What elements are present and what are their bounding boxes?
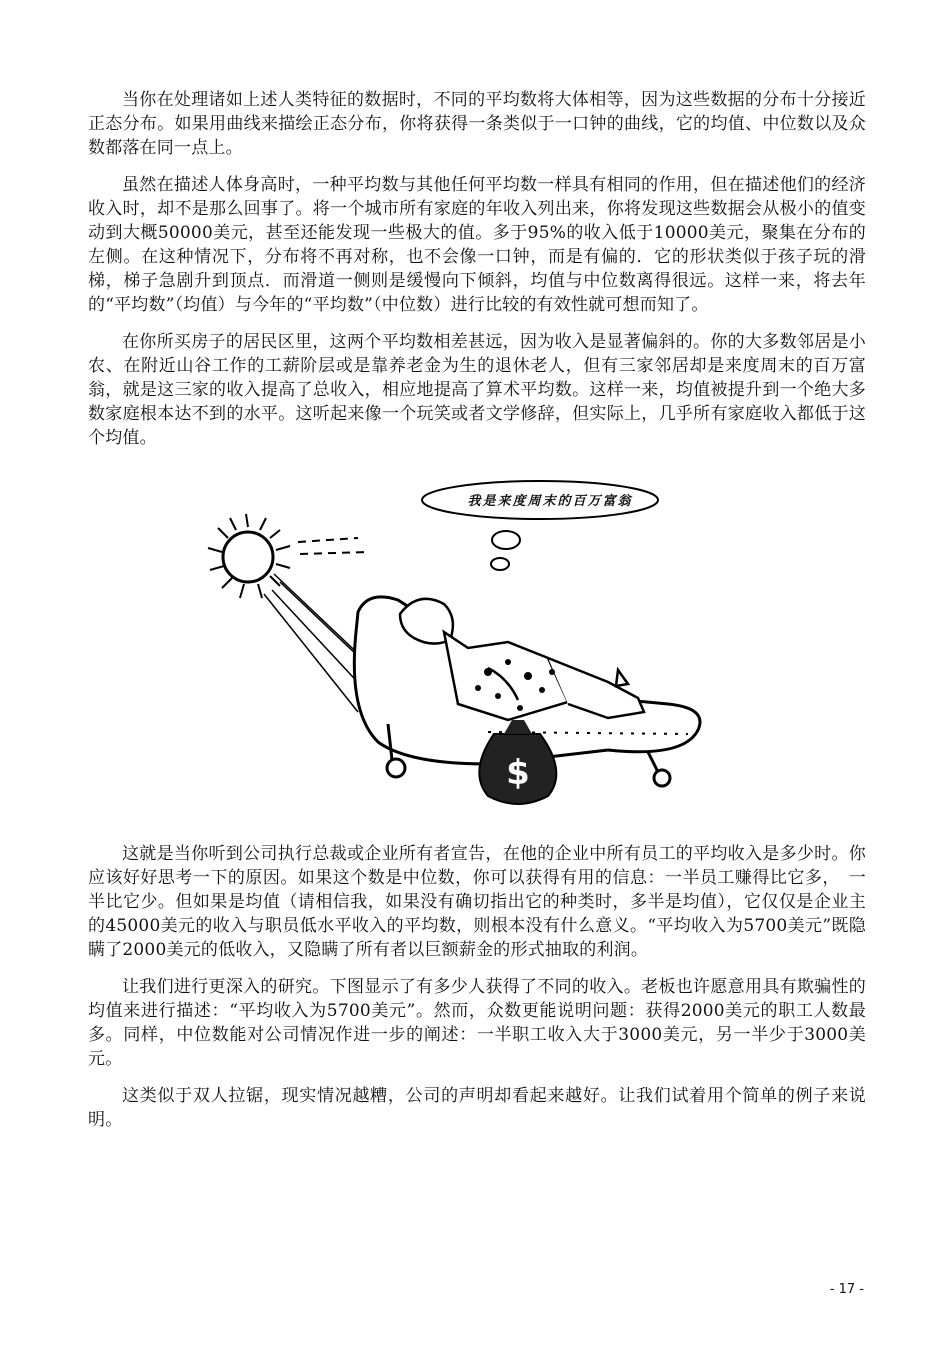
paragraph-2: 虽然在描述人体身高时，一种平均数与其他任何平均数一样具有相同的作用，但在描述他们的经济收入时，却不是那么回事了。将一个城市所有家庭的年收入列出来，你将发现这些数据会从极小的值变动到大概50000美元，甚至还能发现一些极大的值。多于95%的收入低于10000美元，聚集在分布的左侧。在这种情况下，分布将不再对称，也不会像一口钟，而是有偏的．它的形状类似于孩子玩的滑梯，梯子急剧升到顶点．而滑道一侧则是缓慢向下倾斜，均值与中位数离得很远。这样一来，将去年的“平均数”（均值）与今年的“平均数”（中位数）进行比较的有效性就可想而知了。 [88,175,866,315]
page-number: - 17 - [829,1282,864,1297]
page-body [88,88,866,1145]
thought-bubble-text: 我是来度周末的百万富翁 [467,494,633,509]
thought-bubble-dot-large [492,531,520,549]
paragraph-4: 这就是当你听到公司执行总裁或企业所有者宣告，在他的企业中所有员工的平均收入是多少时。你应该好好思考一下的原因。如果这个数是中位数，你可以获得有用的信息：一半员工赚得比它多， 一半比它少。但如果是均值（请相信我，如果没有确切指出它的种类时，多半是均值），它仅仅是企业主的45000美元的收入与职员低水平收入的平均数，则根本没有什么意义。“平均收入为5700美元”既隐瞒了2000美元的低收入，又隐瞒了所有者以巨额薪金的形式抽取的利润。 [88,844,866,960]
paragraph-3: 在你所买房子的居民区里，这两个平均数相差甚远，因为收入是显著偏斜的。你的大多数邻居是小农、在附近山谷工作的工薪阶层或是靠养老金为生的退休老人，但有三家邻居却是来度周末的百万富翁，就是这三家的收入提高了总收入，相应地提高了算术平均数。这样一来，均值被提升到一个绝大多数家庭根本达不到的水平。这听起来像一个玩笑或者文学修辞，但实际上，几乎所有家庭收入都低于这个均值。 [88,332,866,448]
thought-bubble-dot-small [491,558,509,570]
paragraph-5: 让我们进行更深入的研究。下图显示了有多少人获得了不同的收入。老板也许愿意用具有欺骗性的均值来进行描述：“平均收入为5700美元”。然而，众数更能说明问题：获得2000美元的职工人数最多。同样，中位数能对公司情况作进一步的阐述：一半职工收入大于3000美元，另一半少于3000美元。 [88,977,866,1069]
paragraph-1: 当你在处理诸如上述人类特征的数据时，不同的平均数将大体相等，因为这些数据的分布十分接近正态分布。如果用曲线来描绘正态分布，你将获得一条类似于一口钟的曲线，它的均值、中位数以及众数都落在同一点上。 [88,90,866,158]
paragraph-6: 这类似于双人拉锯，现实情况越糟，公司的声明却看起来越好。让我们试着用个简单的例子来说明。 [88,1086,866,1130]
millionaire-illustration [88,472,866,824]
cartoon-drawing [188,472,748,824]
dollar-sign: $ [506,753,530,793]
